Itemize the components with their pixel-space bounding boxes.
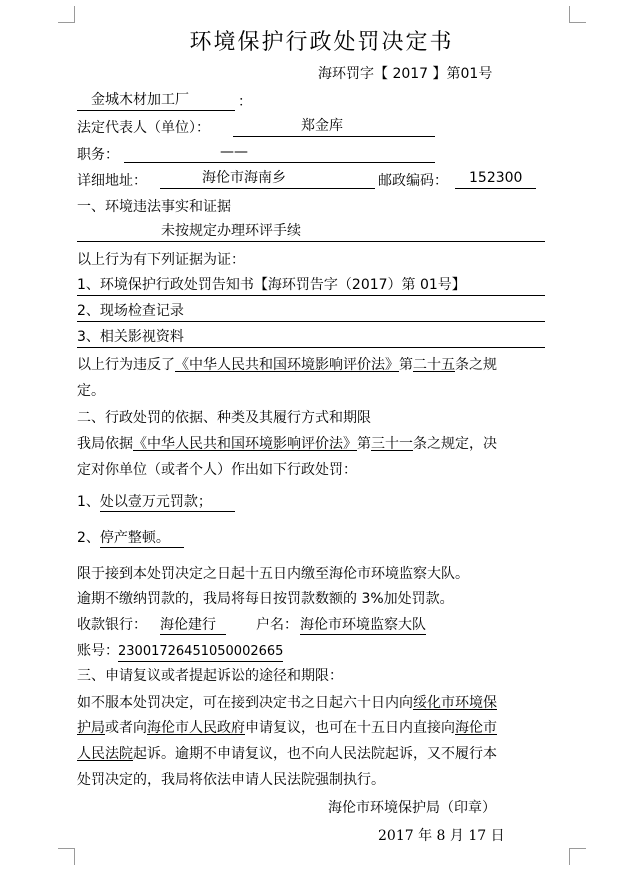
corner-mark-bottom-right	[569, 848, 586, 865]
basis-law: 《中华人民共和国环境影响评价法》	[133, 436, 357, 452]
section-2-heading: 二、行政处罚的依据、种类及其履行方式和期限	[77, 410, 371, 426]
payment-deadline: 限于接到本处罚决定之日起十五日内缴至海伦市环境监察大队。	[77, 566, 469, 582]
appeal-text-2c: 海伦市人民政府	[147, 720, 245, 736]
violation-line-1	[77, 355, 497, 375]
appeal-line-1	[77, 693, 497, 713]
violation-text-a: 以上行为违反了	[77, 357, 175, 373]
evidence-intro: 以上行为有下列证据为证：	[77, 252, 245, 268]
appeal-line-2	[77, 718, 497, 738]
evidence-item-2: 2、现场检查记录	[77, 301, 545, 322]
violation-line-2: 定。	[77, 383, 105, 399]
basis-article: 三十一	[371, 436, 413, 452]
address-field	[160, 168, 375, 189]
basis-text-c: 条之规定，决	[413, 436, 497, 452]
document-number: 海环罚字【 2017 】第01号	[318, 66, 493, 82]
account-no	[118, 641, 283, 662]
violation-text-b: 第	[399, 357, 413, 373]
penalty-2-text: 停产整顿。	[100, 529, 184, 548]
penalty-2-prefix: 2、	[77, 530, 100, 546]
account-name-value: 海伦市环境监察大队	[300, 617, 426, 633]
position-value: ——	[220, 144, 248, 160]
party-suffix: ：	[238, 94, 252, 110]
fact-value: 未按规定办理环评手续	[161, 223, 301, 239]
section-3-heading: 三、申请复议或者提起诉讼的途径和期限：	[77, 668, 343, 684]
basis-text-a: 我局依据	[77, 436, 133, 452]
penalty-1-text: 处以壹万元罚款；	[100, 493, 235, 512]
address-label: 详细地址：	[77, 173, 147, 189]
evidence-item-1: 1、环境保护行政处罚告知书【海环罚告字（2017）第 01号】	[77, 275, 545, 296]
bank-name: 海伦建行	[160, 616, 226, 635]
appeal-text-1b: 绥化市环境保	[413, 695, 497, 711]
appeal-line-4: 处罚决定的，我局将依法申请人民法院强制执行。	[77, 772, 385, 788]
account-name-label: 户名：	[256, 617, 298, 633]
appeal-text-2a: 护局	[77, 720, 105, 736]
legal-rep-label: 法定代表人（单位）：	[77, 120, 210, 136]
issue-date: 2017 年 8 月 17 日	[378, 828, 505, 844]
account-no-value: 23001726451050002665	[118, 643, 283, 662]
postcode-field	[455, 168, 536, 189]
basis-text-b: 第	[357, 436, 371, 452]
corner-mark-bottom-left	[58, 848, 75, 865]
appeal-text-2b: 或者向	[105, 720, 147, 736]
legal-rep-value: 郑金库	[301, 118, 343, 134]
penalty-1-prefix: 1、	[77, 494, 100, 510]
account-no-label: 账号：	[77, 643, 119, 659]
basis-line-2: 定对你单位（或者个人）作出如下行政处罚：	[77, 462, 357, 478]
appeal-text-3a: 人民法院	[77, 746, 133, 762]
violation-text-c: 条之规	[455, 357, 497, 373]
penalty-item-1	[77, 492, 235, 512]
corner-mark-top-right	[569, 6, 586, 23]
corner-mark-top-left	[58, 6, 75, 23]
address-value: 海伦市海南乡	[202, 170, 286, 186]
position-field	[124, 142, 435, 163]
party-name-field	[77, 90, 235, 111]
basis-line-1	[77, 434, 497, 454]
fact-field	[77, 221, 545, 242]
bank-label: 收款银行：	[77, 617, 147, 633]
legal-rep-field	[233, 116, 435, 137]
party-name: 金城木材加工厂	[91, 92, 189, 108]
document-title: 环境保护行政处罚决定书	[189, 30, 454, 55]
late-fee-note: 逾期不缴纳罚款的，我局将每日按罚款数额的 3%加处罚款。	[77, 591, 454, 607]
account-name	[300, 615, 426, 635]
appeal-line-3	[77, 744, 497, 764]
violation-law: 《中华人民共和国环境影响评价法》	[175, 357, 399, 373]
appeal-text-2d: 申请复议，也可在十五日内直接向	[245, 720, 455, 736]
postcode-value: 152300	[469, 170, 523, 186]
evidence-item-3: 3、相关影视资料	[77, 327, 545, 348]
position-label: 职务：	[77, 147, 119, 163]
postcode-label: 邮政编码：	[378, 173, 448, 189]
penalty-item-2	[77, 528, 184, 548]
violation-article: 二十五	[413, 357, 455, 373]
bank-value	[160, 615, 226, 635]
section-1-heading: 一、环境违法事实和证据	[77, 199, 231, 215]
issuer-signature: 海伦市环境保护局（印章）	[328, 800, 496, 816]
appeal-text-3b: 起诉。逾期不申请复议，也不向人民法院起诉，又不履行本	[133, 746, 497, 762]
appeal-text-2e: 海伦市	[455, 720, 497, 736]
appeal-text-1a: 如不服本处罚决定，可在接到决定书之日起六十日内向	[77, 695, 413, 711]
